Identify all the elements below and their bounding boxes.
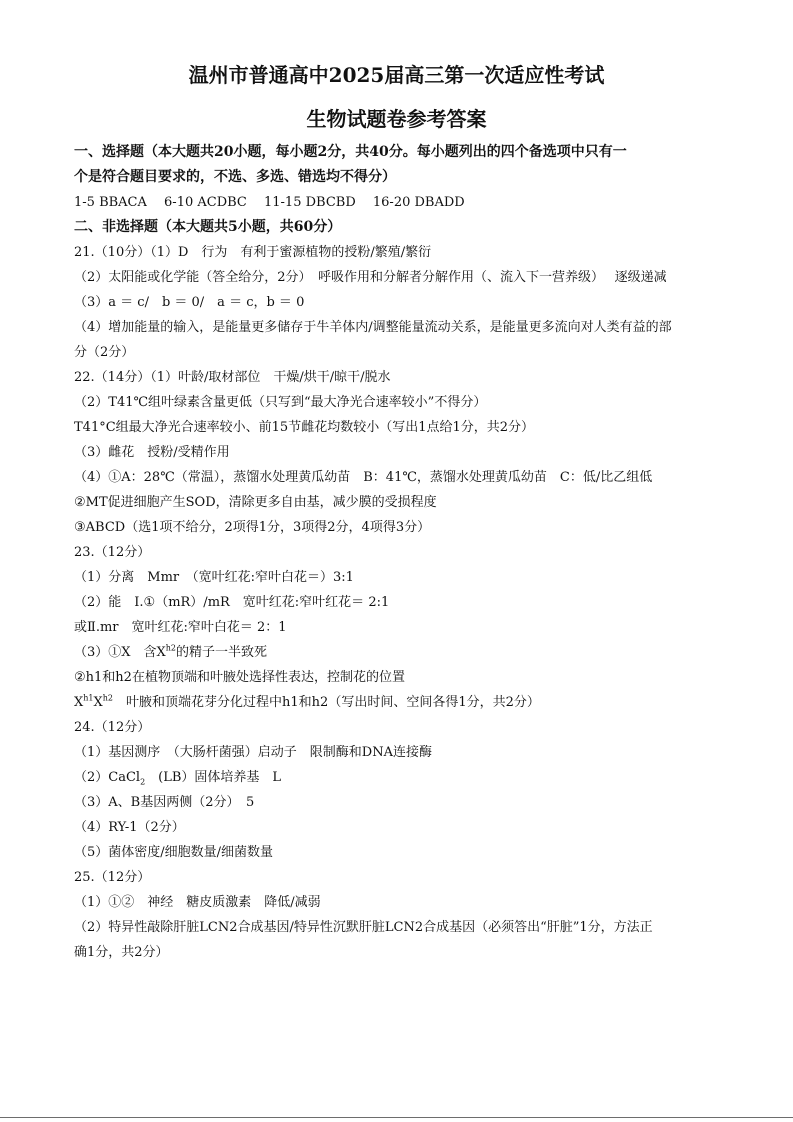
page-subtitle: 生物试题卷参考答案: [306, 107, 487, 131]
q23-l5-pre: （3）①X 含X: [74, 645, 166, 660]
q24-l3-post: (LB）固体培养基 L: [145, 770, 282, 785]
q25-line: 确1分，共2分）: [74, 945, 169, 960]
q24-line: （5）菌体密度/细胞数量/细菌数量: [74, 845, 274, 860]
q21-line: （4）增加能量的输入，是能量更多储存于牛羊体内/调整能量流动关系，是能量更多流向对人类有益的部: [74, 320, 672, 335]
q22-line: ③ABCD（选1项不给分，2项得1分，3项得2分，4项得3分）: [74, 520, 431, 535]
q22-line: （4）①A：28℃（常温），蒸馏水处理黄瓜幼苗 B：41℃，蒸馏水处理黄瓜幼苗 C：低/比乙组低: [74, 470, 653, 485]
q23-l7-x2: X: [93, 695, 103, 710]
section1-heading-cont: 个是符合题目要求的，不选、多选、错选均不得分）: [74, 169, 396, 185]
q24-l3-pre: （2）CaCl: [74, 770, 141, 785]
page-title: 温州市普通高中2025届高三第一次适应性考试: [188, 63, 605, 87]
q25-line: 25.（12分）: [74, 870, 151, 885]
q21-line: 21.（10分）（1）D 行为 有利于蜜源植物的授粉/繁殖/繁衍: [74, 245, 432, 260]
q24-l3-sub: 2: [140, 777, 146, 787]
q22-line: （2）T41℃组叶绿素含量更低（只写到“最大净光合速率较小”不得分）: [74, 395, 487, 410]
q25-line: （1）①② 神经 糖皮质激素 降低/减弱: [74, 895, 321, 910]
q23-line: 或Ⅱ.mr 宽叶红花:窄叶白花＝ 2：1: [74, 620, 287, 635]
q22-line: ②MT促进细胞产生SOD，清除更多自由基，减少膜的受损程度: [74, 495, 437, 510]
section1-heading: 一、选择题（本大题共20小题，每小题2分，共40分。每小题列出的四个备选项中只有一: [74, 144, 627, 160]
q22-line: （3）雌花 授粉/受精作用: [74, 445, 230, 460]
q23-line: [74, 640, 734, 665]
q21-line: （2）太阳能或化学能（答全给分，2分） 呼吸作用和分解者分解作用（、流入下一营养级） 逐级递减: [74, 270, 667, 285]
q23-line: （1）分离 Mmr （宽叶红花:窄叶白花＝）3:1: [74, 570, 354, 585]
q23-l7-post: 叶腋和顶端花芽分化过程中h1和h2（写出时间、空间各得1分，共2分）: [113, 695, 540, 710]
q24-line: （3）A、B基因两侧（2分） 5: [74, 795, 255, 810]
q24-line: [74, 765, 734, 790]
multiple-choice-answers: 1-5 BBACA 6-10 ACDBC 11-15 DBCBD 16-20 DBADD: [74, 195, 465, 210]
q24-line: （1）基因测序 （大肠杆菌强）启动子 限制酶和DNA连接酶: [74, 745, 432, 760]
q21-line: （3）a ＝ c/ b ＝ 0/ a ＝ c，b ＝ 0: [74, 295, 305, 310]
section2-heading: 二、非选择题（本大题共5小题，共60分）: [74, 219, 342, 235]
q23-line: （2）能 Ⅰ.①（mR）/mR 宽叶红花:窄叶红花＝ 2:1: [74, 595, 390, 610]
page-bottom-divider: [0, 1117, 793, 1118]
q23-l7-s1: h1: [83, 693, 94, 703]
q23-l5-sup: h2: [165, 643, 177, 653]
q22-line: T41°C组最大净光合速率较小、前15节雌花均数较小（写出1点给1分，共2分）: [74, 420, 535, 435]
q23-l7-s2: h2: [102, 693, 114, 703]
q23-line: ②h1和h2在植物顶端和叶腋处选择性表达，控制花的位置: [74, 670, 405, 685]
q23-line: [74, 690, 734, 715]
q22-line: 22.（14分）（1）叶龄/取材部位 干燥/烘干/晾干/脱水: [74, 370, 391, 385]
q23-l7-x1: X: [74, 695, 84, 710]
answer-content: [74, 140, 734, 965]
q24-line: （4）RY-1（2分）: [74, 820, 185, 835]
q24-line: 24.（12分）: [74, 720, 151, 735]
q23-line: 23.（12分）: [74, 545, 151, 560]
q23-l5-post: 的精子一半致死: [176, 645, 268, 660]
q25-line: （2）特异性敲除肝脏LCN2合成基因/特异性沉默肝脏LCN2合成基因（必须答出“肝脏”1分，方法正: [74, 920, 653, 935]
q21-line: 分（2分）: [74, 345, 135, 360]
